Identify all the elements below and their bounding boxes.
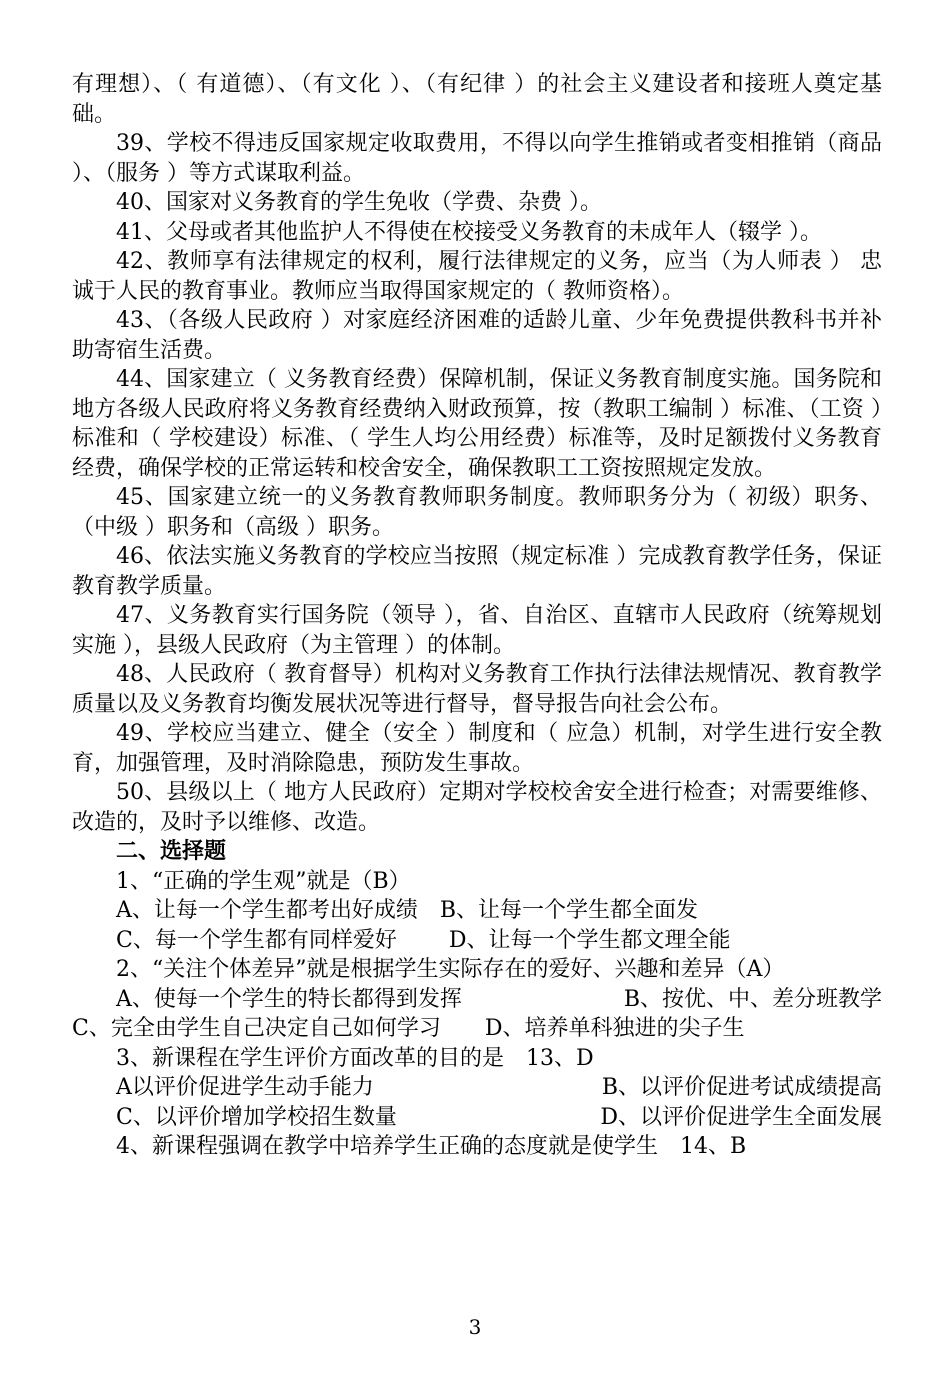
question-1-options-row-1	[72, 896, 882, 926]
question-4-stem: 4、新课程强调在教学中培养学生正确的态度就是使学生 14、B	[116, 1134, 747, 1159]
document-page	[72, 70, 882, 1162]
paragraph-48: 48、人民政府（ 教育督导）机构对义务教育工作执行法律法规情况、教育教学质量以及义务教育均衡发展状况等进行督导，督导报告向社会公布。	[72, 662, 882, 717]
paragraph-49: 49、学校应当建立、健全（安全 ）制度和（ 应急）机制，对学生进行安全教育，加强管理，及时消除隐患，预防发生事故。	[72, 721, 882, 776]
paragraph-39: 39、学校不得违反国家规定收取费用，不得以向学生推销或者变相推销（商品 ）、（服务 ）等方式谋取利益。	[72, 131, 882, 186]
question-1-option-c: C、每一个学生都有同样爱好	[116, 927, 397, 953]
question-2-option-a: A、使每一个学生的特长都得到发挥	[116, 986, 462, 1012]
paragraph-40: 40、国家对义务教育的学生免收（学费、杂费 ）。	[116, 190, 602, 215]
page-number: 3	[468, 1315, 482, 1339]
question-3-stem: 3、新课程在学生评价方面改革的目的是 13、D	[116, 1045, 594, 1071]
question-3-options-row-1	[72, 1073, 882, 1103]
question-3-option-b: B、以评价促进考试成绩提高	[601, 1075, 882, 1100]
question-2-options-row-1	[72, 985, 882, 1015]
paragraph-41: 41、父母或者其他监护人不得使在校接受义务教育的未成年人（辍学 ）。	[116, 219, 822, 245]
question-2-stem: 2、“关注个体差异”就是根据学生实际存在的爱好、兴趣和差异（A）	[116, 957, 785, 982]
question-2-option-b: B、按优、中、差分班教学	[623, 986, 882, 1012]
question-1-options-row-2	[72, 926, 882, 956]
paragraph-38-continuation: 有理想）、（ 有道德）、（有文化 ）、（有纪律 ）的社会主义建设者和接班人奠定基础。	[72, 72, 882, 127]
question-3-options-row-2	[72, 1103, 882, 1133]
paragraph-43: 43、（各级人民政府 ）对家庭经济困难的适龄儿童、少年免费提供教科书并补助寄宿生活费。	[72, 308, 882, 363]
paragraph-50: 50、县级以上（ 地方人民政府）定期对学校校舍安全进行检查；对需要维修、改造的，及时予以维修、改造。	[72, 780, 882, 835]
paragraph-45: 45、国家建立统一的义务教育教师职务制度。教师职务分为（ 初级）职务、（中级 ）职务和（高级 ）职务。	[72, 485, 882, 540]
question-3-option-c: C、以评价增加学校招生数量	[116, 1104, 397, 1130]
question-3-option-d: D、以评价促进学生全面发展	[600, 1104, 882, 1130]
question-1-option-b: B、让每一个学生都全面发	[439, 898, 699, 923]
paragraph-42: 42、教师享有法律规定的权利，履行法律规定的义务，应当（为人师表 ） 忠诚于人民的教育事业。教师应当取得国家规定的（ 教师资格）。	[72, 249, 882, 304]
paragraph-44: 44、国家建立（ 义务教育经费）保障机制，保证义务教育制度实施。国务院和地方各级人民政府将义务教育经费纳入财政预算，按（教职工编制 ）标准、（工资 ）标准和（ 学校建设）标准、（ 学生人均公用经费）标准等，及时足额拨付义务教育经费，确保学校的正常运转和校舍安全，确保教职工工资按照规定发放。	[72, 367, 882, 481]
paragraph-47: 47、义务教育实行国务院（领导 ），省、自治区、直辖市人民政府（统筹规划实施 ），县级人民政府（为主管理 ）的体制。	[72, 603, 882, 658]
question-2-option-c: C、完全由学生自己决定自己如何学习	[72, 1016, 441, 1041]
question-1-option-d: D、让每一个学生都文理全能	[448, 927, 731, 953]
question-3-option-a: A以评价促进学生动手能力	[116, 1075, 374, 1100]
question-1-option-a: A、让每一个学生都考出好成绩	[116, 898, 418, 923]
paragraph-46: 46、依法实施义务教育的学校应当按照（规定标准 ）完成教育教学任务，保证教育教学质量。	[72, 544, 882, 599]
section-heading: 二、选择题	[116, 839, 227, 864]
question-2-option-d: D、培养单科独进的尖子生	[484, 1016, 745, 1041]
question-2-options-row-2	[72, 1014, 882, 1044]
question-1-stem: 1、“正确的学生观”就是（B）	[116, 868, 411, 894]
